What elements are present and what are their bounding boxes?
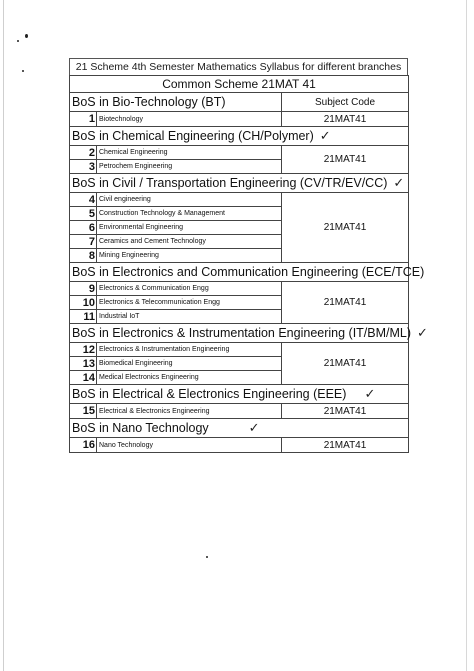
branch-number: 15 (70, 404, 97, 419)
branch-number: 4 (70, 193, 97, 207)
bos-heading-text: BoS in Electronics and Communication Engineering (ECE/TCE) (72, 265, 425, 279)
syllabus-table (69, 75, 428, 453)
subject-code-header: Subject Code (282, 93, 409, 112)
branch-number: 8 (70, 249, 97, 263)
scan-speck (17, 40, 19, 42)
subject-code: 21MAT41 (282, 282, 409, 324)
bos-heading-row (70, 419, 409, 438)
branch-number: 6 (70, 221, 97, 235)
branch-number: 10 (70, 296, 97, 310)
branch-row (70, 146, 409, 160)
subject-code: 21MAT41 (282, 112, 409, 127)
bos-heading (70, 263, 425, 282)
bos-heading-text: BoS in Electrical & Electronics Engineering (EEE) (72, 386, 347, 401)
subject-code: 21MAT41 (282, 343, 409, 385)
branch-name: Electronics & Communication Engg (97, 282, 282, 296)
branch-number: 13 (70, 357, 97, 371)
subject-code: 21MAT41 (282, 193, 409, 263)
scan-speck (25, 34, 28, 38)
branch-name: Civil engineering (97, 193, 282, 207)
branch-name: Electronics & Telecommunication Engg (97, 296, 282, 310)
branch-number: 16 (70, 438, 97, 453)
branch-number: 11 (70, 310, 97, 324)
branch-row (70, 193, 409, 207)
branch-name: Petrochem Engineering (97, 160, 282, 174)
branch-number: 3 (70, 160, 97, 174)
subject-code: 21MAT41 (282, 146, 409, 174)
syllabus-sheet (69, 58, 428, 453)
branch-name: Ceramics and Cement Technology (97, 235, 282, 249)
bos-heading-text: BoS in Electronics & Instrumentation Engineering (IT/BM/ML) (72, 325, 412, 340)
check-mark-icon: ✓ (417, 325, 428, 341)
bos-heading-text: BoS in Nano Technology (72, 420, 209, 435)
branch-name: Biomedical Engineering (97, 357, 282, 371)
branch-name: Electrical & Electronics Engineering (97, 404, 282, 419)
branch-name: Medical Electronics Engineering (97, 371, 282, 385)
scan-speck (206, 556, 208, 558)
branch-number: 9 (70, 282, 97, 296)
branch-number: 12 (70, 343, 97, 357)
bos-heading (70, 419, 409, 438)
branch-row (70, 343, 409, 357)
branch-name: Biotechnology (97, 112, 282, 127)
branch-name: Mining Engineering (97, 249, 282, 263)
branch-name: Electronics & Instrumentation Engineering (97, 343, 282, 357)
branch-number: 7 (70, 235, 97, 249)
bos-heading-text: BoS in Bio-Technology (BT) (72, 95, 226, 109)
branch-row (70, 438, 409, 453)
bos-heading (70, 324, 428, 343)
branch-row (70, 404, 409, 419)
branch-row (70, 282, 409, 296)
bos-heading (70, 93, 282, 112)
branch-number: 1 (70, 112, 97, 127)
subject-code: 21MAT41 (282, 404, 409, 419)
scheme-row (70, 76, 409, 93)
bos-heading (70, 385, 409, 404)
branch-row (70, 112, 409, 127)
document-title: 21 Scheme 4th Semester Mathematics Syllabus for different branches (69, 58, 408, 75)
bos-heading-row (70, 324, 409, 343)
bos-heading-row (70, 127, 409, 146)
bos-heading-row (70, 93, 409, 112)
bos-heading-row (70, 385, 409, 404)
check-mark-icon: ✓ (248, 420, 260, 436)
bos-heading (70, 174, 409, 193)
scheme-title: Common Scheme 21MAT 41 (70, 76, 409, 93)
check-mark-icon: ✓ (364, 386, 376, 402)
subject-code: 21MAT41 (282, 438, 409, 453)
check-mark-icon: ✓ (393, 175, 405, 191)
branch-number: 5 (70, 207, 97, 221)
branch-name: Environmental Engineering (97, 221, 282, 235)
bos-heading-text: BoS in Civil / Transportation Engineering (CV/TR/EV/CC) (72, 175, 388, 190)
bos-heading-row (70, 263, 409, 282)
branch-name: Chemical Engineering (97, 146, 282, 160)
branch-number: 2 (70, 146, 97, 160)
bos-heading (70, 127, 409, 146)
check-mark-icon: ✓ (319, 128, 331, 144)
bos-heading-row (70, 174, 409, 193)
bos-heading-text: BoS in Chemical Engineering (CH/Polymer) (72, 128, 314, 143)
branch-number: 14 (70, 371, 97, 385)
branch-name: Industrial IoT (97, 310, 282, 324)
branch-name: Construction Technology & Management (97, 207, 282, 221)
scan-speck (22, 70, 24, 72)
branch-name: Nano Technology (97, 438, 282, 453)
